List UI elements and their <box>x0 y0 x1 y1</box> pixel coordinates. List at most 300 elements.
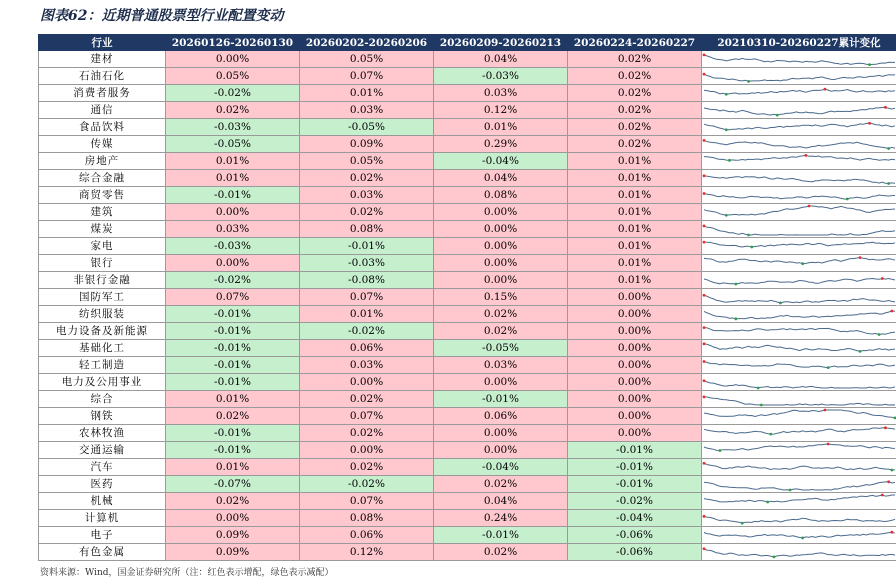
change-cell: 0.02% <box>568 51 702 68</box>
sparkline-high-marker <box>703 241 706 244</box>
change-cell: 0.06% <box>434 408 568 425</box>
change-cell: 0.01% <box>568 255 702 272</box>
sparkline-low-marker <box>776 114 779 117</box>
sparkline-chart <box>702 374 896 390</box>
change-cell: -0.01% <box>166 323 300 340</box>
change-cell: 0.02% <box>434 476 568 493</box>
sparkline-cell <box>702 493 896 510</box>
change-cell: 0.00% <box>166 510 300 527</box>
sparkline-chart <box>702 425 896 441</box>
change-cell: 0.02% <box>568 68 702 85</box>
change-cell: 0.00% <box>434 238 568 255</box>
change-cell: 0.03% <box>434 357 568 374</box>
sparkline-low-marker <box>734 317 737 320</box>
industry-cell: 房地产 <box>39 153 166 170</box>
change-cell: 0.02% <box>434 306 568 323</box>
sparkline-low-marker <box>789 489 792 492</box>
change-cell: 0.03% <box>434 85 568 102</box>
industry-cell: 消费者服务 <box>39 85 166 102</box>
sparkline-low-marker <box>747 80 750 83</box>
change-cell: 0.09% <box>166 544 300 561</box>
sparkline-path <box>704 155 895 160</box>
change-cell: -0.02% <box>166 85 300 102</box>
sparkline-cell <box>702 204 896 221</box>
sparkline-path <box>704 311 895 319</box>
sparkline-path <box>704 123 895 130</box>
industry-cell: 建筑 <box>39 204 166 221</box>
sparkline-path <box>704 194 895 200</box>
industry-cell: 电力及公用事业 <box>39 374 166 391</box>
change-cell: 0.03% <box>166 221 300 238</box>
change-cell: -0.03% <box>166 238 300 255</box>
table-row <box>39 323 896 340</box>
change-cell: 0.00% <box>434 272 568 289</box>
sparkline-high-marker <box>703 53 706 56</box>
change-cell: -0.02% <box>166 272 300 289</box>
table-row <box>39 374 896 391</box>
industry-cell: 计算机 <box>39 510 166 527</box>
sparkline-path <box>704 482 895 490</box>
figure-title: 图表62：近期普通股票型行业配置变动 <box>40 5 283 25</box>
sparkline-chart <box>702 476 896 492</box>
sparkline-low-marker <box>827 366 830 369</box>
change-cell: 0.06% <box>300 527 434 544</box>
change-cell: 0.09% <box>300 136 434 153</box>
sparkline-path <box>704 463 895 470</box>
industry-cell: 基础化工 <box>39 340 166 357</box>
change-cell: 0.00% <box>434 221 568 238</box>
change-cell: 0.07% <box>300 289 434 306</box>
sparkline-high-marker <box>703 139 706 142</box>
sparkline-path <box>704 344 895 352</box>
sparkline-chart <box>702 153 896 169</box>
change-cell: -0.08% <box>300 272 434 289</box>
sparkline-high-marker <box>703 326 706 329</box>
change-cell: 0.00% <box>568 289 702 306</box>
sparkline-low-marker <box>859 350 862 353</box>
industry-cell: 轻工制造 <box>39 357 166 374</box>
change-cell: -0.01% <box>568 459 702 476</box>
sparkline-chart <box>702 102 896 118</box>
sparkline-path <box>704 176 895 184</box>
industry-cell: 商贸零售 <box>39 187 166 204</box>
industry-cell: 汽车 <box>39 459 166 476</box>
sparkline-path <box>704 516 895 523</box>
industry-cell: 国防军工 <box>39 289 166 306</box>
change-cell: 0.08% <box>434 187 568 204</box>
sparkline-path <box>704 410 895 418</box>
change-cell: 0.00% <box>568 323 702 340</box>
sparkline-cell <box>702 272 896 289</box>
sparkline-cell <box>702 391 896 408</box>
sparkline-chart <box>702 357 896 373</box>
sparkline-low-marker <box>846 198 849 201</box>
industry-cell: 纺织服装 <box>39 306 166 323</box>
sparkline-cell <box>702 476 896 493</box>
sparkline-chart <box>702 136 896 152</box>
sparkline-chart <box>702 85 896 101</box>
sparkline-high-marker <box>890 531 893 534</box>
change-cell: 0.00% <box>434 442 568 459</box>
table-row <box>39 289 896 306</box>
sparkline-high-marker <box>824 88 827 91</box>
industry-cell: 医药 <box>39 476 166 493</box>
table-row <box>39 425 896 442</box>
change-cell: -0.03% <box>300 255 434 272</box>
sparkline-low-marker <box>779 302 782 305</box>
table-row <box>39 391 896 408</box>
industry-cell: 石油石化 <box>39 68 166 85</box>
table-body <box>39 51 896 561</box>
change-cell: 0.01% <box>300 85 434 102</box>
sparkline-low-marker <box>728 159 731 162</box>
sparkline-cell <box>702 119 896 136</box>
industry-cell: 传媒 <box>39 136 166 153</box>
sparkline-low-marker <box>750 246 753 249</box>
change-cell: 0.07% <box>166 289 300 306</box>
change-cell: -0.06% <box>568 544 702 561</box>
sparkline-cell <box>702 408 896 425</box>
sparkline-high-marker <box>703 342 706 345</box>
sparkline-high-marker <box>804 154 807 157</box>
table-row <box>39 442 896 459</box>
change-cell: 0.00% <box>434 255 568 272</box>
sparkline-path <box>704 258 895 264</box>
change-cell: 0.07% <box>300 493 434 510</box>
change-cell: 0.00% <box>434 374 568 391</box>
sparkline-high-marker <box>703 396 706 399</box>
change-cell: 0.01% <box>568 187 702 204</box>
sparkline-chart <box>702 119 896 135</box>
change-cell: 0.01% <box>568 272 702 289</box>
industry-cell: 煤炭 <box>39 221 166 238</box>
header-period-2: 20260202-20260206 <box>300 35 434 51</box>
sparkline-path <box>704 107 895 115</box>
sparkline-low-marker <box>725 128 728 131</box>
sparkline-chart <box>702 51 896 67</box>
change-cell: 0.01% <box>568 221 702 238</box>
change-cell: 0.01% <box>568 204 702 221</box>
sparkline-cell <box>702 238 896 255</box>
change-cell: 0.00% <box>300 442 434 459</box>
sparkline-path <box>704 74 895 81</box>
sparkline-path <box>704 397 895 405</box>
sparkline-cell <box>702 374 896 391</box>
sparkline-low-marker <box>734 283 737 286</box>
sparkline-path <box>704 140 895 148</box>
change-cell: 0.00% <box>568 340 702 357</box>
sparkline-cell <box>702 255 896 272</box>
sparkline-chart <box>702 391 896 407</box>
change-cell: 0.00% <box>434 425 568 442</box>
change-cell: 0.02% <box>568 136 702 153</box>
sparkline-high-marker <box>827 443 830 446</box>
table-row <box>39 204 896 221</box>
sparkline-chart <box>702 204 896 220</box>
change-cell: -0.01% <box>166 340 300 357</box>
sparkline-chart <box>702 459 896 475</box>
table-row <box>39 68 896 85</box>
sparkline-low-marker <box>890 469 893 472</box>
table-row <box>39 51 896 68</box>
sparkline-cell <box>702 68 896 85</box>
sparkline-cell <box>702 85 896 102</box>
table-row <box>39 221 896 238</box>
change-cell: 0.02% <box>434 323 568 340</box>
sparkline-low-marker <box>868 63 871 66</box>
change-cell: -0.01% <box>166 357 300 374</box>
header-industry: 行业 <box>39 35 166 51</box>
header-period-4: 20260224-20260227 <box>568 35 702 51</box>
table-row <box>39 306 896 323</box>
sparkline-chart <box>702 187 896 203</box>
change-cell: 0.01% <box>166 459 300 476</box>
change-cell: 0.00% <box>434 204 568 221</box>
sparkline-path <box>704 55 895 65</box>
sparkline-low-marker <box>725 214 728 217</box>
change-cell: 0.00% <box>568 425 702 442</box>
sparkline-low-marker <box>773 556 776 559</box>
sparkline-cell <box>702 357 896 374</box>
industry-cell: 银行 <box>39 255 166 272</box>
change-cell: 0.01% <box>166 170 300 187</box>
table-row <box>39 153 896 170</box>
change-cell: 0.01% <box>166 153 300 170</box>
sparkline-cell <box>702 221 896 238</box>
change-cell: 0.01% <box>568 153 702 170</box>
table-row <box>39 527 896 544</box>
sparkline-chart <box>702 289 896 305</box>
change-cell: 0.01% <box>166 391 300 408</box>
change-cell: -0.03% <box>434 68 568 85</box>
change-cell: -0.02% <box>568 493 702 510</box>
sparkline-cell <box>702 102 896 119</box>
change-cell: 0.00% <box>300 374 434 391</box>
sparkline-high-marker <box>808 205 811 208</box>
change-cell: -0.06% <box>568 527 702 544</box>
change-cell: 0.00% <box>568 391 702 408</box>
change-cell: 0.04% <box>434 170 568 187</box>
change-cell: 0.03% <box>300 357 434 374</box>
sparkline-path <box>704 295 895 303</box>
sparkline-path <box>704 495 895 502</box>
sparkline-path <box>704 89 895 94</box>
change-cell: 0.02% <box>300 170 434 187</box>
industry-cell: 建材 <box>39 51 166 68</box>
table-row <box>39 476 896 493</box>
industry-cell: 电力设备及新能源 <box>39 323 166 340</box>
change-cell: -0.01% <box>300 238 434 255</box>
change-cell: 0.06% <box>300 340 434 357</box>
change-cell: 0.04% <box>434 51 568 68</box>
sparkline-low-marker <box>769 433 772 436</box>
change-cell: -0.01% <box>434 527 568 544</box>
change-cell: -0.05% <box>434 340 568 357</box>
sparkline-low-marker <box>725 93 728 96</box>
change-cell: 0.08% <box>300 510 434 527</box>
sparkline-cell <box>702 510 896 527</box>
change-cell: 0.02% <box>166 493 300 510</box>
sparkline-low-marker <box>719 449 722 452</box>
sparkline-low-marker <box>747 234 750 237</box>
industry-cell: 机械 <box>39 493 166 510</box>
change-cell: 0.04% <box>434 493 568 510</box>
sparkline-cell <box>702 170 896 187</box>
change-cell: -0.05% <box>166 136 300 153</box>
table-row <box>39 340 896 357</box>
change-cell: 0.00% <box>568 306 702 323</box>
change-cell: 0.03% <box>300 187 434 204</box>
sparkline-path <box>704 532 895 538</box>
sparkline-low-marker <box>766 501 769 504</box>
table-header-row <box>39 35 896 51</box>
change-cell: 0.02% <box>434 544 568 561</box>
change-cell: 0.05% <box>300 153 434 170</box>
change-cell: 0.00% <box>568 374 702 391</box>
change-cell: -0.01% <box>434 391 568 408</box>
change-cell: 0.15% <box>434 289 568 306</box>
sparkline-high-marker <box>703 360 706 363</box>
change-cell: 0.02% <box>300 425 434 442</box>
sparkline-chart <box>702 323 896 339</box>
change-cell: 0.03% <box>300 102 434 119</box>
table-row <box>39 187 896 204</box>
change-cell: -0.01% <box>568 476 702 493</box>
sparkline-path <box>704 226 895 235</box>
sparkline-cell <box>702 459 896 476</box>
change-cell: 0.12% <box>434 102 568 119</box>
change-cell: -0.03% <box>166 119 300 136</box>
change-cell: 0.01% <box>568 170 702 187</box>
change-cell: 0.08% <box>300 221 434 238</box>
change-cell: 0.02% <box>166 102 300 119</box>
sparkline-high-marker <box>703 73 706 76</box>
sparkline-cell <box>702 51 896 68</box>
table-row <box>39 510 896 527</box>
change-cell: 0.02% <box>300 459 434 476</box>
industry-cell: 钢铁 <box>39 408 166 425</box>
change-cell: 0.00% <box>568 357 702 374</box>
change-cell: -0.02% <box>300 476 434 493</box>
sparkline-chart <box>702 68 896 84</box>
table-row <box>39 136 896 153</box>
change-cell: 0.01% <box>300 306 434 323</box>
sparkline-high-marker <box>703 547 706 550</box>
sparkline-high-marker <box>887 480 890 483</box>
sparkline-cell <box>702 425 896 442</box>
sparkline-path <box>704 242 895 247</box>
sparkline-high-marker <box>859 256 862 259</box>
sparkline-chart <box>702 493 896 509</box>
header-period-1: 20260126-20260130 <box>166 35 300 51</box>
sparkline-chart <box>702 408 896 424</box>
sparkline-high-marker <box>703 379 706 382</box>
industry-cell: 家电 <box>39 238 166 255</box>
sparkline-path <box>704 444 895 451</box>
change-cell: -0.01% <box>166 374 300 391</box>
change-cell: 0.02% <box>300 204 434 221</box>
sparkline-chart <box>702 306 896 322</box>
sparkline-chart <box>702 272 896 288</box>
change-cell: -0.01% <box>568 442 702 459</box>
change-cell: 0.24% <box>434 510 568 527</box>
sparkline-cell <box>702 136 896 153</box>
change-cell: 0.12% <box>300 544 434 561</box>
change-cell: 0.09% <box>166 527 300 544</box>
sparkline-cell <box>702 306 896 323</box>
change-cell: 0.07% <box>300 408 434 425</box>
sparkline-path <box>704 428 895 434</box>
sparkline-high-marker <box>868 122 871 125</box>
change-cell: 0.02% <box>300 391 434 408</box>
sparkline-chart <box>702 510 896 526</box>
change-cell: -0.04% <box>434 459 568 476</box>
table-row <box>39 357 896 374</box>
change-cell: 0.02% <box>568 102 702 119</box>
table-row <box>39 170 896 187</box>
sparkline-path <box>704 381 895 388</box>
sparkline-low-marker <box>757 387 760 390</box>
allocation-table <box>38 34 896 561</box>
change-cell: -0.01% <box>166 425 300 442</box>
change-cell: -0.01% <box>166 442 300 459</box>
sparkline-low-marker <box>887 147 890 150</box>
sparkline-high-marker <box>881 494 884 497</box>
sparkline-low-marker <box>801 262 804 265</box>
change-cell: 0.00% <box>166 204 300 221</box>
sparkline-low-marker <box>741 522 744 525</box>
change-cell: 0.05% <box>166 68 300 85</box>
sparkline-high-marker <box>881 277 884 280</box>
change-cell: -0.02% <box>300 323 434 340</box>
sparkline-high-marker <box>703 294 706 297</box>
change-cell: 0.29% <box>434 136 568 153</box>
sparkline-high-marker <box>703 174 706 177</box>
sparkline-cell <box>702 187 896 204</box>
table-row <box>39 544 896 561</box>
sparkline-cell <box>702 527 896 544</box>
change-cell: 0.01% <box>568 238 702 255</box>
sparkline-high-marker <box>703 462 706 465</box>
sparkline-low-marker <box>878 333 881 336</box>
sparkline-chart <box>702 527 896 543</box>
sparkline-path <box>704 279 895 285</box>
sparkline-high-marker <box>824 409 827 412</box>
header-sparkline: 20210310-20260227累计变化 <box>702 35 896 51</box>
sparkline-high-marker <box>890 310 893 313</box>
sparkline-cell <box>702 153 896 170</box>
sparkline-cell <box>702 289 896 306</box>
table-row <box>39 408 896 425</box>
table-row <box>39 238 896 255</box>
sparkline-low-marker <box>760 404 763 407</box>
change-cell: -0.05% <box>300 119 434 136</box>
sparkline-chart <box>702 442 896 458</box>
industry-cell: 通信 <box>39 102 166 119</box>
sparkline-high-marker <box>703 225 706 228</box>
change-cell: 0.00% <box>166 255 300 272</box>
sparkline-chart <box>702 170 896 186</box>
industry-cell: 食品饮料 <box>39 119 166 136</box>
sparkline-high-marker <box>884 426 887 429</box>
sparkline-chart <box>702 340 896 356</box>
change-cell: 0.07% <box>300 68 434 85</box>
table-row <box>39 272 896 289</box>
change-cell: 0.02% <box>568 119 702 136</box>
sparkline-cell <box>702 340 896 357</box>
sparkline-chart <box>702 544 896 560</box>
change-cell: 0.00% <box>568 408 702 425</box>
